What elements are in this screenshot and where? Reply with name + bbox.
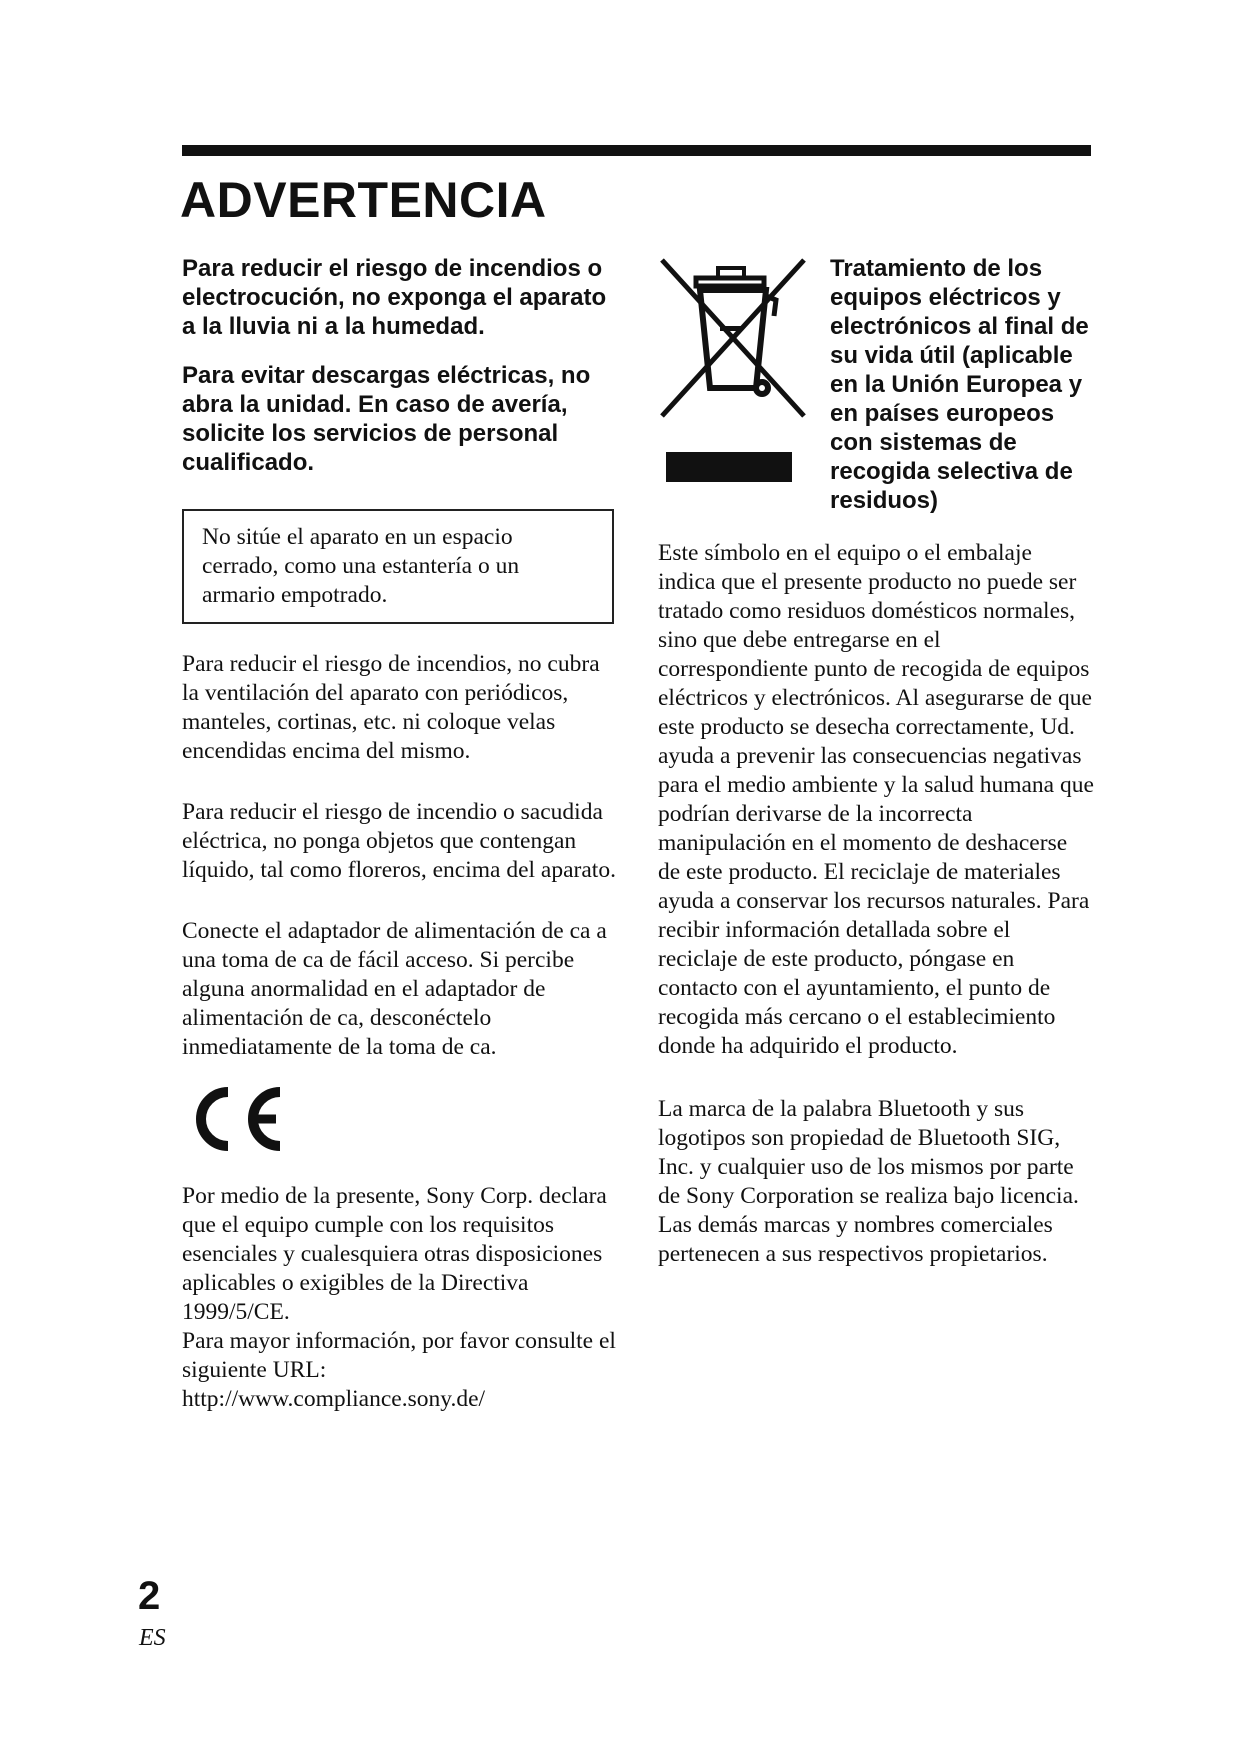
declaration-of-conformity: Por medio de la presente, Sony Corp. declara que el equipo cumple con los requisitos esenciales y cualesquiera otras disposiciones aplicables o exigibles de la Directiva 1999/5/CE. xyxy=(182,1183,607,1325)
title-rule xyxy=(182,145,1091,156)
crossed-out-wheeled-bin-icon xyxy=(658,256,808,486)
warning-moisture: Para reducir el riesgo de incendios o electrocución, no exponga el aparato a la lluvia ni a la humedad. xyxy=(182,255,607,340)
warning-do-not-open: Para evitar descargas eléctricas, no abra la unidad. En caso de avería, solicite los servicios de personal cualificado. xyxy=(182,362,591,476)
other-trademarks-paragraph: Las demás marcas y nombres comerciales pertenecen a sus respectivos propietarios. xyxy=(658,1212,1053,1267)
right-column xyxy=(658,254,1094,1269)
more-info-text: Para mayor información, por favor consulte el siguiente URL: xyxy=(182,1328,616,1383)
paragraph-ventilation: Para reducir el riesgo de incendios, no cubra la ventilación del aparato con periódicos, manteles, cortinas, etc. ni coloque velas encendidas encima del mismo. xyxy=(182,651,600,764)
notice-text: No sitúe el aparato en un espacio cerrado, como una estantería o un armario empotrado. xyxy=(202,524,520,608)
language-code: ES xyxy=(139,1625,166,1651)
left-column xyxy=(182,254,622,1414)
page-title: ADVERTENCIA xyxy=(180,172,547,228)
paragraph-adapter: Conecte el adaptador de alimentación de ca a una toma de ca de fácil acceso. Si percibe alguna anormalidad en el adaptador de alimentación de ca, desconéctelo inmediatamente de la toma de ca. xyxy=(182,918,607,1060)
weee-header xyxy=(658,254,1094,515)
weee-heading: Tratamiento de los equipos eléctricos y electrónicos al final de su vida útil (aplicable en la Unión Europea y en países europeos con sistemas de recogida selectiva de residuos) xyxy=(830,255,1089,514)
ventilation-notice-box xyxy=(182,509,614,624)
ce-mark-icon xyxy=(188,1084,288,1154)
paragraph-liquid: Para reducir el riesgo de incendio o sacudida eléctrica, no ponga objetos que contengan líquido, tal como floreros, encima del aparato. xyxy=(182,799,616,883)
page-number: 2 xyxy=(138,1574,161,1618)
compliance-url: http://www.compliance.sony.de/ xyxy=(182,1386,486,1412)
weee-disposal-paragraph: Este símbolo en el equipo o el embalaje indica que el presente producto no puede ser tratado como residuos domésticos normales, sino que debe entregarse en el correspondiente punto de recogida de equipos eléctricos y electrónicos. Al asegurarse de que este producto se desecha correctamente, Ud. ayuda a prevenir las consecuencias negativas para el medio ambiente y la salud humana que podrían derivarse de la incorrecta manipulación en el momento de deshacerse de este producto. El reciclaje de materiales ayuda a conservar los recursos naturales. Para recibir información detallada sobre el reciclaje de este producto, póngase en contacto con el ayuntamiento, el punto de recogida más cercano o el establecimiento donde ha adquirido el producto. xyxy=(658,540,1094,1059)
bluetooth-trademark-paragraph: La marca de la palabra Bluetooth y sus logotipos son propiedad de Bluetooth SIG, Inc. y cualquier uso de los mismos por parte de Sony Corporation se realiza bajo licencia. xyxy=(658,1096,1079,1209)
